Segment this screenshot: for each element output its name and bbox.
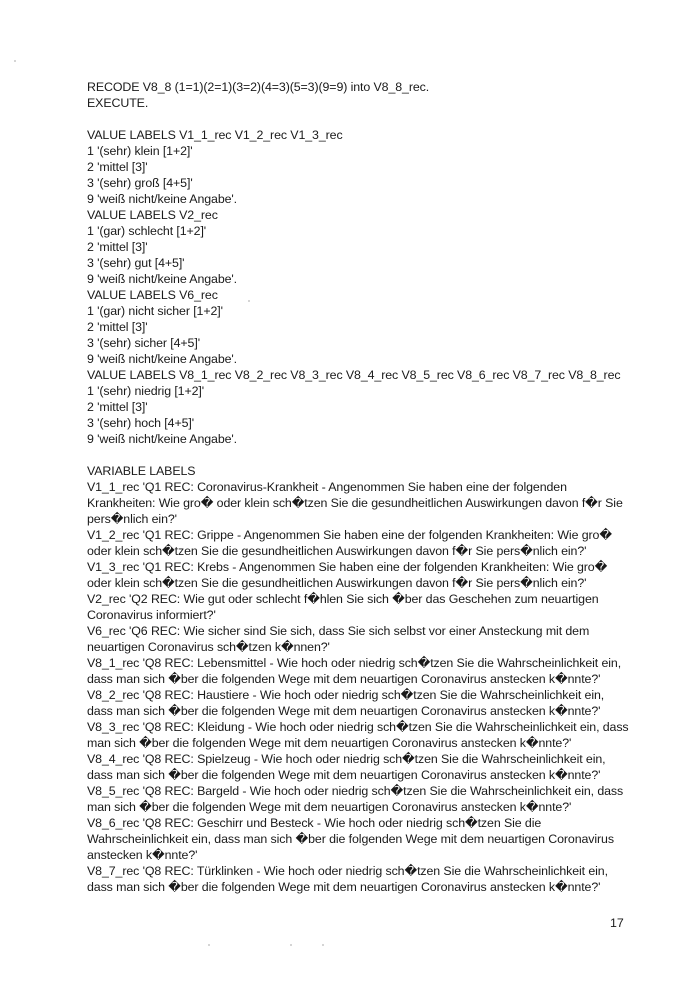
value-labels-line: 9 'weiß nicht/keine Angabe'. [87,272,238,286]
variable-labels-heading: VARIABLE LABELS [87,464,196,478]
variable-label-entry: V1_1_rec 'Q1 REC: Coronavirus-Krankheit - Angenommen Sie haben eine der folgenden Krankheiten: Wie gro� oder klein sch�tzen Sie die gesundheitlichen Auswirkungen davon f�r Sie pers�nlich ein?' [87,480,623,526]
value-labels-line: 1 '(sehr) niedrig [1+2]' [87,384,205,398]
variable-label-entry: V8_5_rec 'Q8 REC: Bargeld - Wie hoch oder niedrig sch�tzen Sie die Wahrscheinlichkeit ein, dass man sich �ber die folgenden Wege mit dem neuartigen Coronavirus anstecken k�nnte?' [87,784,624,814]
scan-speck [14,60,16,62]
value-labels-line: 9 'weiß nicht/keine Angabe'. [87,192,238,206]
variable-label-entry: V8_3_rec 'Q8 REC: Kleidung - Wie hoch oder niedrig sch�tzen Sie die Wahrscheinlichkeit ein, dass man sich �ber die folgenden Wege mit dem neuartigen Coronavirus anstecken k�nnte?' [87,720,629,750]
value-labels-line: 1 '(gar) schlecht [1+2]' [87,224,207,238]
value-labels-line: 9 'weiß nicht/keine Angabe'. [87,432,238,446]
variable-label-entry: V8_4_rec 'Q8 REC: Spielzeug - Wie hoch oder niedrig sch�tzen Sie die Wahrscheinlichkeit ein, dass man sich �ber die folgenden Wege mit dem neuartigen Coronavirus anstecken k�nnte?' [87,752,606,782]
value-labels-line: 3 '(sehr) sicher [4+5]' [87,336,200,350]
value-labels-line: 2 'mittel [3]' [87,160,148,174]
variable-label-entry: V8_7_rec 'Q8 REC: Türklinken - Wie hoch oder niedrig sch�tzen Sie die Wahrscheinlichkeit ein, dass man sich �ber die folgenden Wege mit dem neuartigen Coronavirus anstecken k�nnte?' [87,864,608,894]
value-labels-line: 9 'weiß nicht/keine Angabe'. [87,352,238,366]
value-labels-line: VALUE LABELS V1_1_rec V1_2_rec V1_3_rec [87,128,343,142]
value-labels-line: VALUE LABELS V2_rec [87,208,218,222]
variable-labels-block [87,463,632,895]
value-labels-line: 1 '(sehr) klein [1+2]' [87,144,193,158]
value-labels-line: 1 '(gar) nicht sicher [1+2]' [87,304,223,318]
scan-speck [322,944,324,946]
variable-label-entry: V6_rec 'Q6 REC: Wie sicher sind Sie sich, dass Sie sich selbst vor einer Ansteckung mit dem neuartigen Coronavirus sch�tzen k�nnen?' [87,624,590,654]
variable-label-entry: V1_2_rec 'Q1 REC: Grippe - Angenommen Sie haben eine der folgenden Krankheiten: Wie gro� oder klein sch�tzen Sie die gesundheitlichen Auswirkungen davon f�r Sie pers�nlich ein?' [87,528,612,558]
recode-block [87,79,632,111]
page-number: 17 [610,916,624,930]
variable-label-entry: V1_3_rec 'Q1 REC: Krebs - Angenommen Sie haben eine der folgenden Krankheiten: Wie gro� oder klein sch�tzen Sie die gesundheitlichen Auswirkungen davon f�r Sie pers�nlich ein?' [87,560,608,590]
value-labels-line: VALUE LABELS V8_1_rec V8_2_rec V8_3_rec V8_4_rec V8_5_rec V8_6_rec V8_7_rec V8_8_rec [87,368,621,382]
variable-label-entry: V2_rec 'Q2 REC: Wie gut oder schlecht f�hlen Sie sich �ber das Geschehen zum neuartigen Coronavirus informiert?' [87,592,599,622]
scan-speck [208,944,210,946]
value-labels-line: 3 '(sehr) hoch [4+5]' [87,416,194,430]
variable-label-entry: V8_2_rec 'Q8 REC: Haustiere - Wie hoch oder niedrig sch�tzen Sie die Wahrscheinlichkeit ein, dass man sich �ber die folgenden Wege mit dem neuartigen Coronavirus anstecken k�nnte?' [87,688,605,718]
value-labels-line: 3 '(sehr) groß [4+5]' [87,176,193,190]
scan-speck [290,944,292,946]
value-labels-line: 2 'mittel [3]' [87,240,148,254]
document-body [87,79,632,895]
value-labels-line: 2 'mittel [3]' [87,400,148,414]
variable-label-entry: V8_6_rec 'Q8 REC: Geschirr und Besteck - Wie hoch oder niedrig sch�tzen Sie die Wahrscheinlichkeit ein, dass man sich �ber die folgenden Wege mit dem neuartigen Coronavirus anstecken k�nnte?' [87,816,614,862]
variable-label-entry: V8_1_rec 'Q8 REC: Lebensmittel - Wie hoch oder niedrig sch�tzen Sie die Wahrscheinlichkeit ein, dass man sich �ber die folgenden Wege mit dem neuartigen Coronavirus anstecken k�nnte?' [87,656,622,686]
value-labels-line: 3 '(sehr) gut [4+5]' [87,256,185,270]
value-labels-block [87,127,632,447]
execute-line: EXECUTE. [87,96,149,110]
value-labels-line: VALUE LABELS V6_rec [87,288,218,302]
value-labels-line: 2 'mittel [3]' [87,320,148,334]
recode-line: RECODE V8_8 (1=1)(2=1)(3=2)(4=3)(5=3)(9=9) into V8_8_rec. [87,80,430,94]
